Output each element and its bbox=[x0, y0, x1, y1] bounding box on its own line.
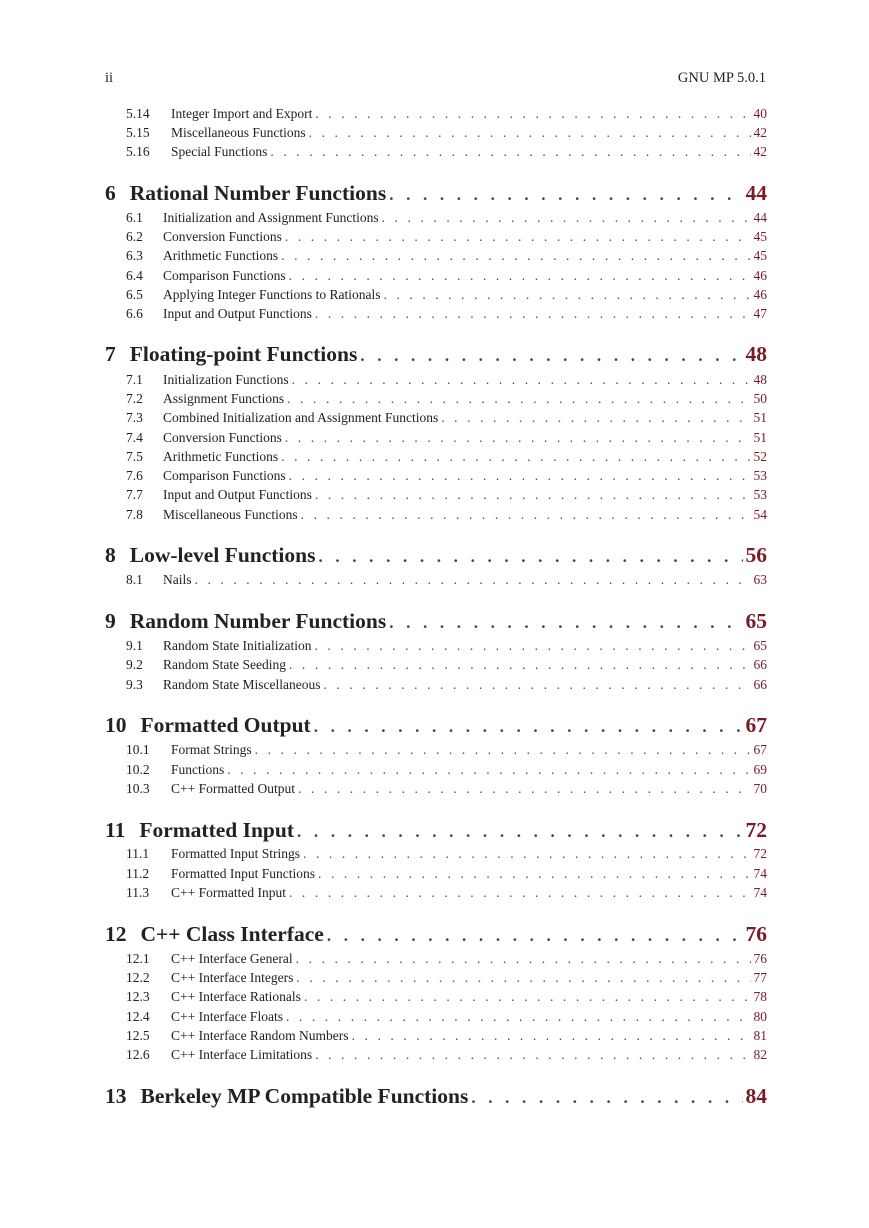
toc-section-entry[interactable] bbox=[126, 968, 767, 987]
page-reference-link[interactable]: 77 bbox=[753, 970, 767, 985]
page-reference-link[interactable]: 74 bbox=[753, 885, 767, 900]
page-reference-link[interactable]: 48 bbox=[753, 372, 767, 387]
section-number: 9.1 bbox=[126, 638, 143, 653]
section-number: 6.5 bbox=[126, 287, 143, 302]
page-reference-link[interactable]: 69 bbox=[753, 762, 767, 777]
dot-leader bbox=[304, 987, 751, 1006]
section-number: 10.1 bbox=[126, 742, 150, 757]
section-number: 9.3 bbox=[126, 677, 143, 692]
section-number: 12.2 bbox=[126, 970, 150, 985]
chapter-title: Random Number Functions bbox=[129, 609, 387, 633]
page-reference-link[interactable]: 54 bbox=[753, 507, 767, 522]
section-number: 11.2 bbox=[126, 866, 150, 881]
section-number: 5.14 bbox=[126, 106, 150, 121]
dot-leader bbox=[270, 142, 750, 161]
toc-section-entry[interactable] bbox=[126, 285, 767, 304]
section-number: 12.3 bbox=[126, 989, 150, 1004]
toc-chapter-entry[interactable] bbox=[105, 711, 767, 739]
toc-section-entry[interactable] bbox=[126, 636, 767, 655]
page-reference-link[interactable]: 53 bbox=[753, 487, 767, 502]
section-title: Formatted Input Strings bbox=[171, 846, 300, 861]
page-reference-link[interactable]: 84 bbox=[745, 1084, 767, 1108]
section-title: Special Functions bbox=[171, 144, 268, 159]
chapter-title: Rational Number Functions bbox=[129, 181, 387, 205]
toc-section-entry[interactable] bbox=[126, 428, 767, 447]
toc-section-entry[interactable] bbox=[126, 485, 767, 504]
dot-leader bbox=[314, 713, 743, 741]
dot-leader bbox=[471, 1084, 742, 1112]
section-number: 5.15 bbox=[126, 125, 150, 140]
toc-section-entry[interactable] bbox=[126, 370, 767, 389]
page-reference-link[interactable]: 66 bbox=[753, 677, 767, 692]
page-reference-link[interactable]: 67 bbox=[745, 713, 767, 737]
section-title: C++ Interface Floats bbox=[171, 1009, 283, 1024]
dot-leader bbox=[383, 285, 750, 304]
section-number: 11.1 bbox=[126, 846, 150, 861]
toc-section-entry[interactable] bbox=[126, 389, 767, 408]
section-title: Functions bbox=[171, 762, 225, 777]
chapter-title: Floating-point Functions bbox=[129, 342, 358, 366]
dot-leader bbox=[296, 968, 750, 987]
section-number: 7.7 bbox=[126, 487, 143, 502]
page-reference-link[interactable]: 56 bbox=[745, 543, 767, 567]
dot-leader bbox=[441, 408, 750, 427]
toc-chapter-entry[interactable] bbox=[105, 607, 767, 635]
dot-leader bbox=[352, 1026, 751, 1045]
toc-section-entry[interactable] bbox=[126, 466, 767, 485]
dot-leader bbox=[315, 104, 750, 123]
section-title: C++ Interface Integers bbox=[171, 970, 294, 985]
dot-leader bbox=[360, 342, 742, 370]
page-reference-link[interactable]: 44 bbox=[753, 210, 767, 225]
section-title: Comparison Functions bbox=[163, 268, 286, 283]
section-title: Assignment Functions bbox=[163, 391, 285, 406]
section-title: C++ Formatted Input bbox=[171, 885, 286, 900]
page-reference-link[interactable]: 42 bbox=[753, 125, 767, 140]
section-number: 6.6 bbox=[126, 306, 143, 321]
page-reference-link[interactable]: 65 bbox=[745, 609, 767, 633]
toc-chapter-entry[interactable] bbox=[105, 1082, 767, 1110]
toc-section-entry[interactable] bbox=[126, 227, 767, 246]
toc-section-entry[interactable] bbox=[126, 1045, 767, 1064]
toc-section-entry[interactable] bbox=[126, 142, 767, 161]
dot-leader bbox=[382, 208, 751, 227]
section-title: Arithmetic Functions bbox=[163, 248, 279, 263]
chapter-number: 7 bbox=[105, 342, 116, 366]
dot-leader bbox=[297, 818, 742, 846]
page-reference-link[interactable]: 76 bbox=[753, 951, 767, 966]
section-title: Random State Seeding bbox=[163, 657, 286, 672]
section-title: C++ Formatted Output bbox=[171, 781, 295, 796]
dot-leader bbox=[296, 949, 751, 968]
toc-section-entry[interactable] bbox=[126, 570, 767, 589]
page-reference-link[interactable]: 74 bbox=[753, 866, 767, 881]
section-title: Miscellaneous Functions bbox=[171, 125, 306, 140]
page-reference-link[interactable]: 78 bbox=[753, 989, 767, 1004]
toc-section-entry[interactable] bbox=[126, 864, 767, 883]
section-title: C++ Interface Limitations bbox=[171, 1047, 313, 1062]
toc-section-entry[interactable] bbox=[126, 104, 767, 123]
section-title: Combined Initialization and Assignment Functions bbox=[163, 410, 439, 425]
chapter-number: 8 bbox=[105, 543, 116, 567]
section-title: Initialization and Assignment Functions bbox=[163, 210, 379, 225]
dot-leader bbox=[285, 428, 751, 447]
toc-section-entry[interactable] bbox=[126, 779, 767, 798]
toc-chapter-entry[interactable] bbox=[105, 920, 767, 948]
toc-section-entry[interactable] bbox=[126, 760, 767, 779]
dot-leader bbox=[289, 883, 751, 902]
section-number: 6.1 bbox=[126, 210, 143, 225]
page-reference-link[interactable]: 72 bbox=[745, 818, 767, 842]
dot-leader bbox=[314, 636, 750, 655]
section-number: 6.3 bbox=[126, 248, 143, 263]
toc-section-entry[interactable] bbox=[126, 208, 767, 227]
page-reference-link[interactable]: 82 bbox=[753, 1047, 767, 1062]
dot-leader bbox=[281, 246, 750, 265]
toc-section-entry[interactable] bbox=[126, 987, 767, 1006]
chapter-number: 12 bbox=[105, 922, 127, 946]
page-reference-link[interactable]: 51 bbox=[753, 410, 767, 425]
toc-section-entry[interactable] bbox=[126, 1026, 767, 1045]
dot-leader bbox=[287, 389, 750, 408]
section-title: Input and Output Functions bbox=[163, 487, 312, 502]
toc-section-entry[interactable] bbox=[126, 304, 767, 323]
section-title: Arithmetic Functions bbox=[163, 449, 279, 464]
section-title: Format Strings bbox=[171, 742, 252, 757]
section-title: Miscellaneous Functions bbox=[163, 507, 298, 522]
section-title: Applying Integer Functions to Rationals bbox=[163, 287, 381, 302]
toc-section-entry[interactable] bbox=[126, 883, 767, 902]
page-number-roman: ii bbox=[105, 70, 114, 86]
toc-section-entry[interactable] bbox=[126, 844, 767, 863]
section-title: Initialization Functions bbox=[163, 372, 289, 387]
section-title: Formatted Input Functions bbox=[171, 866, 315, 881]
chapter-title: Low-level Functions bbox=[129, 543, 316, 567]
toc-chapter-entry[interactable] bbox=[105, 179, 767, 207]
section-number: 7.6 bbox=[126, 468, 143, 483]
section-number: 6.2 bbox=[126, 229, 143, 244]
dot-leader bbox=[309, 123, 751, 142]
page-reference-link[interactable]: 52 bbox=[753, 449, 767, 464]
toc-section-entry[interactable] bbox=[126, 246, 767, 265]
section-title: Nails bbox=[163, 572, 192, 587]
chapter-title: Berkeley MP Compatible Functions bbox=[140, 1084, 469, 1108]
page-reference-link[interactable]: 80 bbox=[753, 1009, 767, 1024]
section-number: 12.4 bbox=[126, 1009, 150, 1024]
dot-leader bbox=[303, 844, 751, 863]
dot-leader bbox=[318, 864, 751, 883]
page-reference-link[interactable]: 45 bbox=[753, 229, 767, 244]
toc-section-entry[interactable] bbox=[126, 266, 767, 285]
section-title: Conversion Functions bbox=[163, 430, 282, 445]
section-title: Random State Initialization bbox=[163, 638, 312, 653]
dot-leader bbox=[292, 370, 751, 389]
section-number: 12.5 bbox=[126, 1028, 150, 1043]
section-number: 5.16 bbox=[126, 144, 150, 159]
running-header bbox=[105, 70, 766, 90]
section-number: 9.2 bbox=[126, 657, 143, 672]
toc-section-entry[interactable] bbox=[126, 675, 767, 694]
section-number: 7.4 bbox=[126, 430, 143, 445]
section-number: 10.3 bbox=[126, 781, 150, 796]
dot-leader bbox=[318, 543, 742, 571]
page-reference-link[interactable]: 44 bbox=[745, 181, 767, 205]
chapter-number: 11 bbox=[105, 818, 126, 842]
section-number: 7.2 bbox=[126, 391, 143, 406]
section-number: 6.4 bbox=[126, 268, 143, 283]
page-reference-link[interactable]: 50 bbox=[753, 391, 767, 406]
dot-leader bbox=[389, 181, 742, 209]
chapter-number: 10 bbox=[105, 713, 127, 737]
toc-chapter-entry[interactable] bbox=[105, 340, 767, 368]
chapter-number: 6 bbox=[105, 181, 116, 205]
page-reference-link[interactable]: 46 bbox=[753, 268, 767, 283]
document-title: GNU MP 5.0.1 bbox=[677, 70, 766, 86]
dot-leader bbox=[301, 505, 751, 524]
section-title: Comparison Functions bbox=[163, 468, 286, 483]
section-number: 7.3 bbox=[126, 410, 143, 425]
dot-leader bbox=[285, 227, 751, 246]
dot-leader bbox=[389, 609, 742, 637]
page-reference-link[interactable]: 53 bbox=[753, 468, 767, 483]
dot-leader bbox=[289, 266, 751, 285]
toc-section-entry[interactable] bbox=[126, 447, 767, 466]
dot-leader bbox=[255, 740, 751, 759]
dot-leader bbox=[327, 922, 743, 950]
dot-leader bbox=[323, 675, 750, 694]
toc-section-entry[interactable] bbox=[126, 949, 767, 968]
toc-chapter-entry[interactable] bbox=[105, 816, 767, 844]
toc-section-entry[interactable] bbox=[126, 408, 767, 427]
toc-chapter-entry[interactable] bbox=[105, 541, 767, 569]
chapter-title: Formatted Output bbox=[140, 713, 311, 737]
page-reference-link[interactable]: 67 bbox=[753, 742, 767, 757]
page-reference-link[interactable]: 42 bbox=[753, 144, 767, 159]
page-reference-link[interactable]: 51 bbox=[753, 430, 767, 445]
page-reference-link[interactable]: 48 bbox=[745, 342, 767, 366]
dot-leader bbox=[286, 1007, 751, 1026]
section-title: Input and Output Functions bbox=[163, 306, 312, 321]
section-number: 7.1 bbox=[126, 372, 143, 387]
toc-section-entry[interactable] bbox=[126, 123, 767, 142]
chapter-title: Formatted Input bbox=[139, 818, 295, 842]
chapter-number: 9 bbox=[105, 609, 116, 633]
dot-leader bbox=[281, 447, 750, 466]
page-reference-link[interactable]: 63 bbox=[753, 572, 767, 587]
dot-leader bbox=[289, 466, 751, 485]
section-title: C++ Interface Rationals bbox=[171, 989, 301, 1004]
dot-leader bbox=[298, 779, 751, 798]
section-title: C++ Interface General bbox=[171, 951, 293, 966]
page-reference-link[interactable]: 81 bbox=[753, 1028, 767, 1043]
page-reference-link[interactable]: 46 bbox=[753, 287, 767, 302]
toc-section-entry[interactable] bbox=[126, 655, 767, 674]
section-number: 12.6 bbox=[126, 1047, 150, 1062]
section-title: Conversion Functions bbox=[163, 229, 282, 244]
section-title: C++ Interface Random Numbers bbox=[171, 1028, 349, 1043]
dot-leader bbox=[227, 760, 750, 779]
page-reference-link[interactable]: 47 bbox=[753, 306, 767, 321]
dot-leader bbox=[315, 485, 751, 504]
page-reference-link[interactable]: 66 bbox=[753, 657, 767, 672]
section-number: 7.8 bbox=[126, 507, 143, 522]
toc-section-entry[interactable] bbox=[126, 1007, 767, 1026]
section-title: Integer Import and Export bbox=[171, 106, 313, 121]
section-number: 12.1 bbox=[126, 951, 150, 966]
dot-leader bbox=[315, 304, 751, 323]
page-reference-link[interactable]: 45 bbox=[753, 248, 767, 263]
page-reference-link[interactable]: 76 bbox=[745, 922, 767, 946]
toc-section-entry[interactable] bbox=[126, 505, 767, 524]
section-number: 11.3 bbox=[126, 885, 150, 900]
section-number: 8.1 bbox=[126, 572, 143, 587]
toc-section-entry[interactable] bbox=[126, 740, 767, 759]
section-number: 7.5 bbox=[126, 449, 143, 464]
page-reference-link[interactable]: 72 bbox=[753, 846, 767, 861]
dot-leader bbox=[289, 655, 751, 674]
chapter-title: C++ Class Interface bbox=[140, 922, 324, 946]
page-reference-link[interactable]: 70 bbox=[753, 781, 767, 796]
chapter-number: 13 bbox=[105, 1084, 127, 1108]
dot-leader bbox=[195, 570, 751, 589]
dot-leader bbox=[315, 1045, 750, 1064]
section-number: 10.2 bbox=[126, 762, 150, 777]
page-reference-link[interactable]: 40 bbox=[753, 106, 767, 121]
section-title: Random State Miscellaneous bbox=[163, 677, 321, 692]
page-reference-link[interactable]: 65 bbox=[753, 638, 767, 653]
